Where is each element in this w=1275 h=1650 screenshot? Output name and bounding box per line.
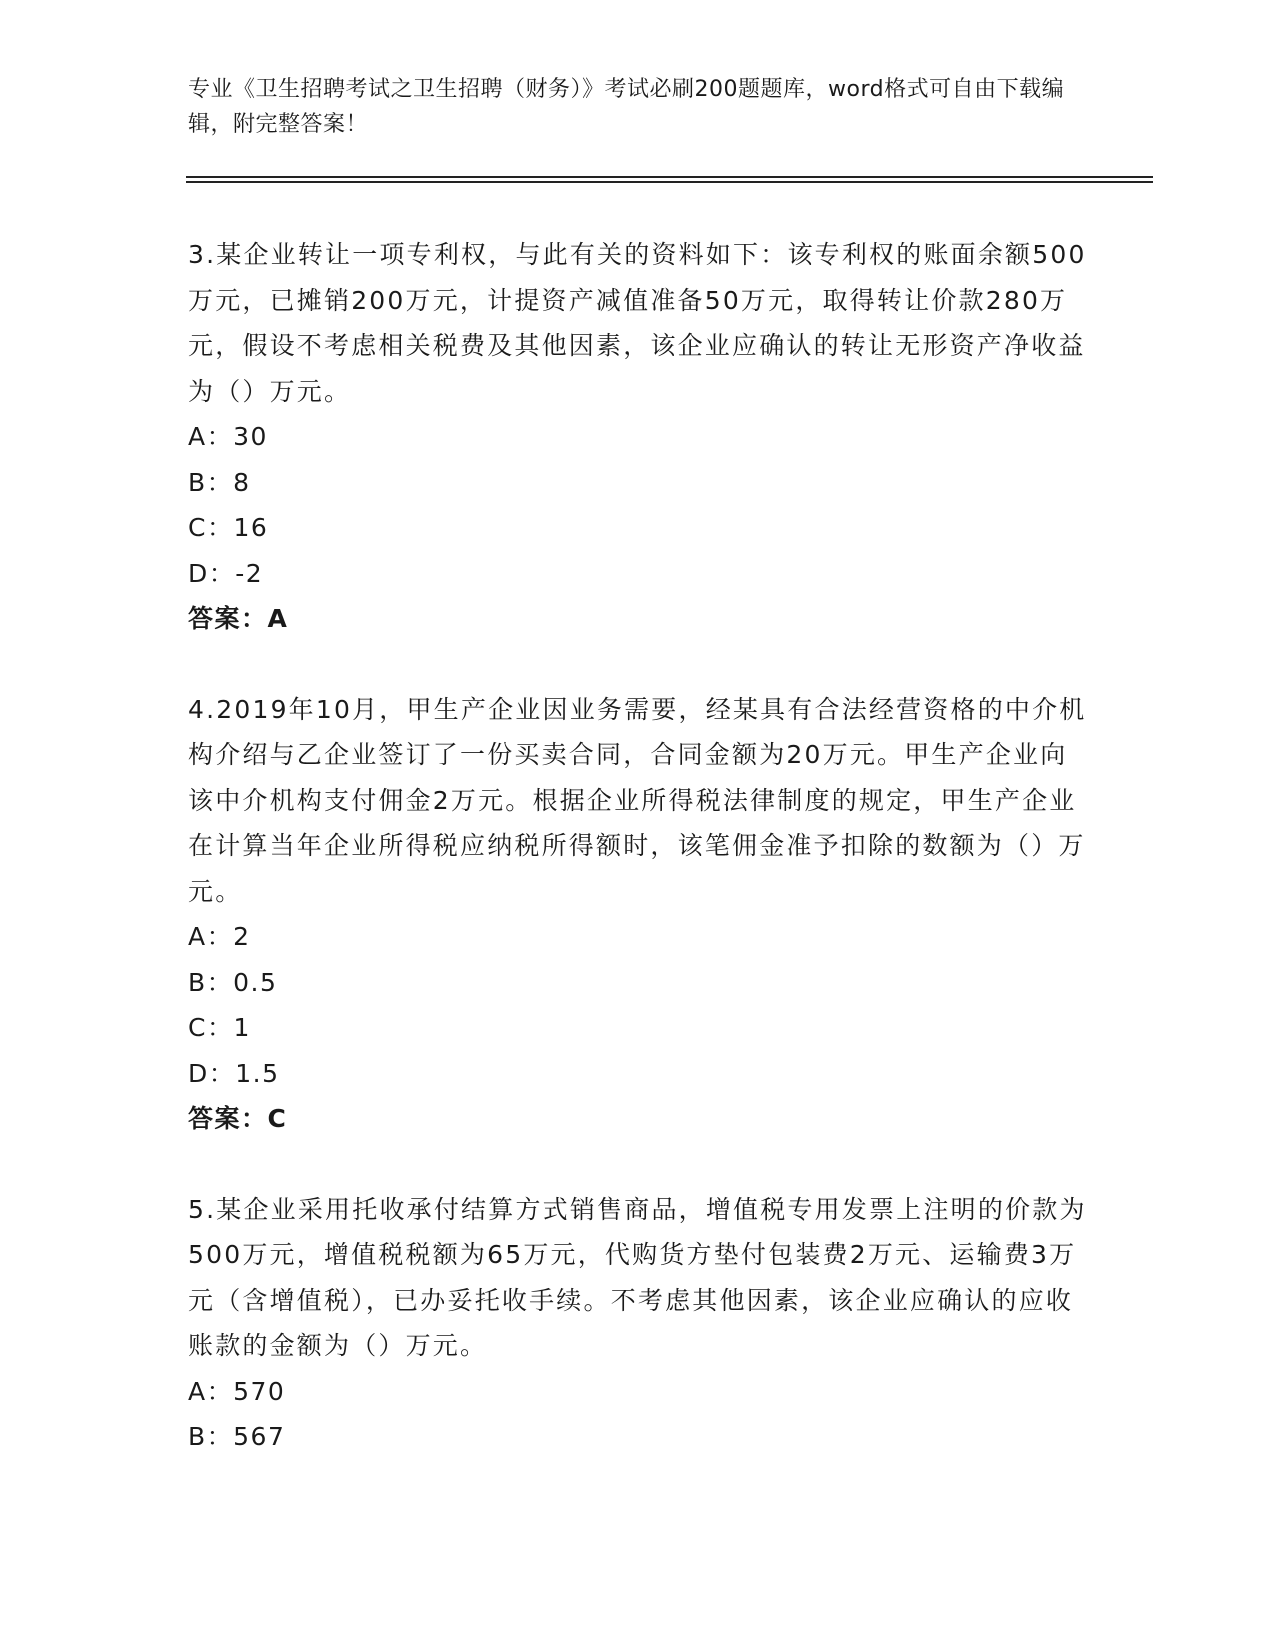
question-spacer xyxy=(188,1142,1088,1187)
question-stem: 4.2019年10月，甲生产企业因业务需要，经某具有合法经营资格的中介机构介绍与乙企业签订了一份买卖合同，合同金额为20万元。甲生产企业向该中介机构支付佣金2万元。根据企业所得税法律制度的规定，甲生产企业在计算当年企业所得税应纳税所得额时，该笔佣金准予扣除的数额为（）万元。 xyxy=(188,694,1087,906)
option-d: D：-2 xyxy=(188,558,264,588)
option-a: A：30 xyxy=(188,422,268,451)
option-b: B：8 xyxy=(188,467,251,497)
option-c: C：1 xyxy=(188,1013,251,1042)
header-rule-bottom xyxy=(186,181,1153,183)
question-5 xyxy=(188,1187,1088,1460)
question-list xyxy=(188,232,1088,1460)
option-a: A：2 xyxy=(188,922,251,951)
option-d: D：1.5 xyxy=(188,1058,280,1088)
question-4 xyxy=(188,687,1088,1142)
question-3 xyxy=(188,232,1088,642)
answer: 答案：A xyxy=(188,604,289,633)
document-header: 专业《卫生招聘考试之卫生招聘（财务）》考试必刷200题题库，word格式可自由下载编辑，附完整答案！ xyxy=(188,77,1065,137)
answer: 答案：C xyxy=(188,1104,288,1133)
question-stem: 5.某企业采用托收承付结算方式销售商品，增值税专用发票上注明的价款为500万元，增值税税额为65万元，代购货方垫付包装费2万元、运输费3万元（含增值税），已办妥托收手续。不考虑其他因素，该企业应确认的应收账款的金额为（）万元。 xyxy=(188,1194,1087,1360)
option-a: A：570 xyxy=(188,1376,286,1406)
option-b: B：0.5 xyxy=(188,967,278,997)
option-b: B：567 xyxy=(188,1422,286,1451)
question-stem: 3.某企业转让一项专利权，与此有关的资料如下：该专利权的账面余额500万元，已摊销200万元，计提资产减值准备50万元，取得转让价款280万元，假设不考虑相关税费及其他因素，该企业应确认的转让无形资产净收益为（）万元。 xyxy=(188,240,1087,406)
question-spacer xyxy=(188,642,1088,687)
header-rule-top xyxy=(186,176,1153,178)
option-c: C：16 xyxy=(188,513,269,542)
